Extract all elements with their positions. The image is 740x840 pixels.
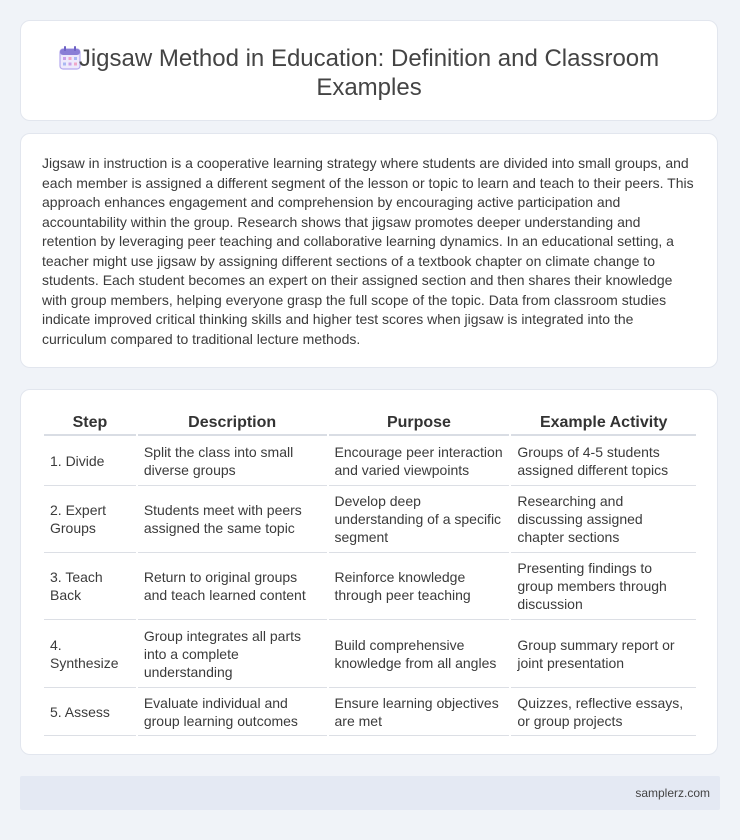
- header-description: Description: [138, 412, 327, 436]
- footer-site-link[interactable]: samplerz.com: [635, 786, 710, 800]
- cell-example: Researching and discussing assigned chapter sections: [511, 486, 696, 553]
- page-title: Jigsaw Method in Education: Definition and Classroom Examples: [78, 45, 660, 101]
- cell-step: 2. Expert Groups: [44, 486, 136, 553]
- table-row: [44, 436, 696, 486]
- table-row: [44, 688, 696, 736]
- cell-step: 1. Divide: [44, 436, 136, 486]
- cell-step: 5. Assess: [44, 688, 136, 736]
- table-row: [44, 620, 696, 688]
- cell-example: Quizzes, reflective essays, or group projects: [511, 688, 696, 736]
- cell-description: Students meet with peers assigned the same topic: [138, 486, 327, 553]
- table-card: [20, 389, 718, 755]
- header-step: Step: [44, 412, 136, 436]
- cell-example: Group summary report or joint presentation: [511, 620, 696, 688]
- cell-step: 4. Synthesize: [44, 620, 136, 688]
- table-row: [44, 553, 696, 620]
- cell-description: Group integrates all parts into a complete understanding: [138, 620, 327, 688]
- cell-description: Evaluate individual and group learning outcomes: [138, 688, 327, 736]
- cell-purpose: Reinforce knowledge through peer teaching: [329, 553, 510, 620]
- intro-card: [20, 133, 718, 368]
- intro-paragraph: Jigsaw in instruction is a cooperative learning strategy where students are divided into small groups, and each member is assigned a different segment of the lesson or topic to learn and teach to their peers. This approach enhances engagement and comprehension by encouraging active participation and accountability within the group. Research shows that jigsaw promotes deeper understanding and retention by leveraging peer teaching and collaborative learning dynamics. In an educational setting, a teacher might use jigsaw by assigning different sections of a textbook chapter on climate change to students. Each student becomes an expert on their assigned section and then shares their knowledge with group members, helping everyone grasp the full scope of the topic. Data from classroom studies indicate improved critical thinking skills and higher test scores when jigsaw is integrated into the curriculum compared to traditional lecture methods.: [42, 155, 694, 347]
- footer-bar: [20, 776, 720, 810]
- table-header-row: [44, 412, 696, 436]
- cell-step: 3. Teach Back: [44, 553, 136, 620]
- cell-purpose: Build comprehensive knowledge from all angles: [329, 620, 510, 688]
- header-example-activity: Example Activity: [511, 412, 696, 436]
- table-row: [44, 486, 696, 553]
- cell-purpose: Ensure learning objectives are met: [329, 688, 510, 736]
- header-purpose: Purpose: [329, 412, 510, 436]
- cell-purpose: Develop deep understanding of a specific segment: [329, 486, 510, 553]
- cell-description: Split the class into small diverse groups: [138, 436, 327, 486]
- steps-table: [42, 412, 698, 736]
- cell-purpose: Encourage peer interaction and varied viewpoints: [329, 436, 510, 486]
- cell-description: Return to original groups and teach learned content: [138, 553, 327, 620]
- cell-example: Groups of 4-5 students assigned different topics: [511, 436, 696, 486]
- title-card: [20, 20, 718, 121]
- cell-example: Presenting findings to group members through discussion: [511, 553, 696, 620]
